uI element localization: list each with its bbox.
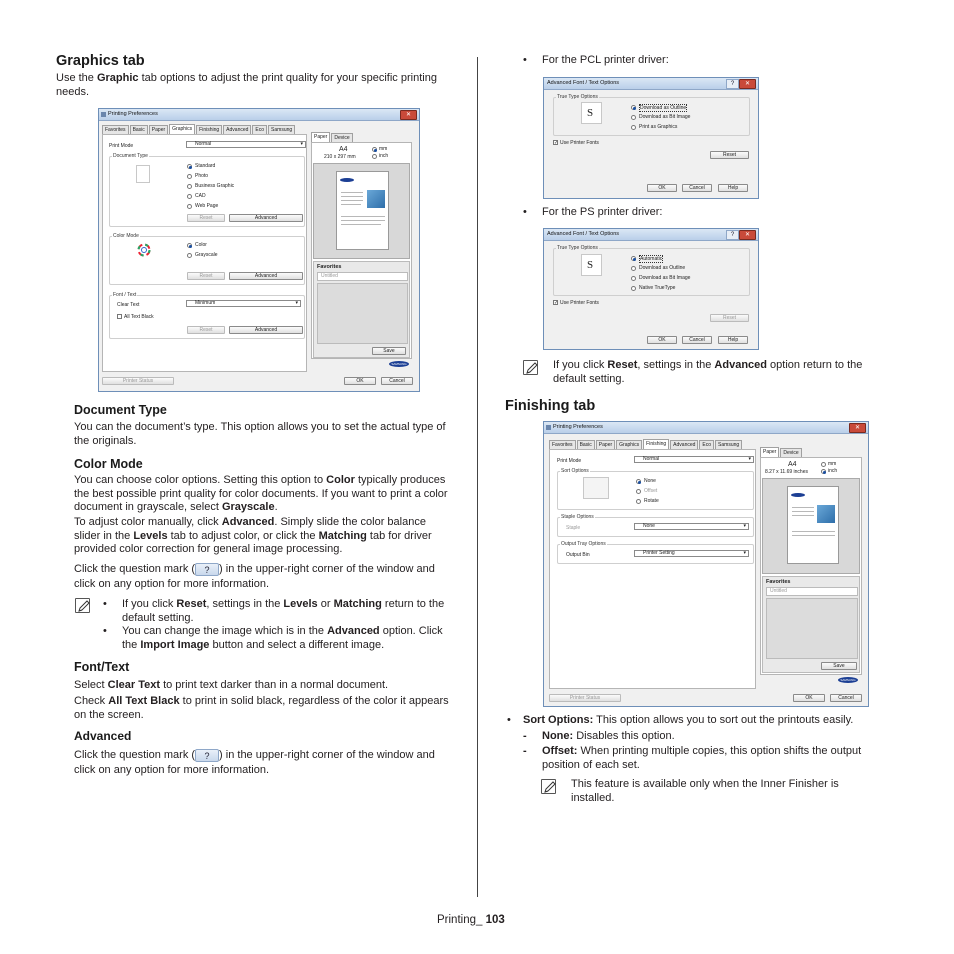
none-text: None: Disables this option. [542, 730, 675, 742]
radio-download-outline-label: Download as Outline [639, 265, 686, 271]
favorites-input[interactable]: Untitled [317, 272, 408, 281]
bullet-dot: • [523, 54, 527, 66]
color-mode-p2: To adjust color manually, click Advanced. Simply slide the color balance slider in the Levels tab to adjust color, or click the Matching tab for driver provided color correction for general image processing. [74, 516, 432, 555]
all-text-black-label: All Text Black [124, 314, 154, 320]
unit-mm-label: mm [828, 461, 837, 467]
offset-text: Offset: When printing multiple copies, this option shifts the output position of each set. [542, 745, 862, 771]
graphics-panel [102, 134, 307, 372]
use-printer-fonts-label: Use Printer Fonts [560, 140, 599, 146]
samsung-logo: SAMSUNG [389, 361, 409, 367]
print-mode-label: Print Mode [109, 143, 134, 149]
radio-business-graphic-label: Business Graphic [195, 183, 235, 189]
tab-samsung[interactable]: Samsung [715, 440, 742, 449]
printer-status-button[interactable]: Printer Status [549, 694, 621, 702]
color-advanced-button[interactable]: Advanced [229, 272, 303, 280]
radio-web-page-label: Web Page [195, 203, 219, 209]
tab-graphics[interactable]: Graphics [169, 124, 195, 135]
tab-paper-preview[interactable]: Paper [311, 132, 330, 143]
unit-inch-label: inch [379, 153, 389, 159]
tab-basic[interactable]: Basic [130, 125, 148, 134]
document-type-heading: Document Type [74, 403, 167, 417]
cancel-button[interactable]: Cancel [682, 336, 712, 344]
print-mode-label: Print Mode [557, 458, 582, 464]
radio-download-bitimage[interactable] [631, 115, 636, 120]
font-icon: S [581, 102, 602, 124]
radio-automatic[interactable] [631, 256, 636, 261]
note-advanced-text: You can change the image which is in the Advanced option. Click the Import Image button and select a different image. [122, 625, 443, 651]
unit-inch-label: inch [828, 468, 838, 474]
font-icon: S [581, 254, 602, 276]
advanced-paragraph: Click the question mark ( ? ) in the upper-right corner of the window and click on any option for more information. [74, 749, 435, 776]
radio-cad[interactable] [187, 194, 192, 199]
inner-finisher-note: This feature is available only when the Inner Finisher is installed. [571, 778, 839, 804]
radio-download-bitimage-label: Download as Bit Image [639, 275, 691, 281]
color-reset-button[interactable]: Reset [187, 272, 225, 280]
favorites-title: Favorites [317, 264, 342, 270]
tab-device-preview[interactable]: Device [780, 448, 801, 457]
unit-mm-radio[interactable] [372, 147, 377, 152]
dialog-title: Advanced Font / Text Options [547, 80, 620, 86]
cancel-button[interactable]: Cancel [682, 184, 712, 192]
close-icon[interactable]: ✕ [849, 423, 866, 433]
sort-options-text: Sort Options: This option allows you to sort out the printouts easily. [523, 714, 854, 726]
page-footer: Printing_ 103 [437, 914, 505, 926]
page-number: 103 [485, 914, 505, 926]
radio-sort-none-label: None [644, 478, 656, 484]
font-text-p1: Select Clear Text to print text darker than in a normal document. [74, 679, 389, 691]
preview-panel [760, 457, 862, 675]
preview-logo [791, 493, 805, 497]
printing-preferences-graphics-dialog [98, 108, 420, 392]
radio-sort-rotate[interactable] [636, 499, 641, 504]
radio-standard-label: Standard [195, 163, 216, 169]
sort-options-group-title: Sort Options [561, 468, 589, 474]
question-mark-icon: ? [195, 749, 219, 762]
tab-paper-preview[interactable]: Paper [760, 447, 779, 458]
radio-native-truetype[interactable] [631, 286, 636, 291]
help-button[interactable]: Help [718, 336, 748, 344]
dialog-title: Printing Preferences [108, 111, 158, 117]
document-icon [136, 165, 150, 183]
output-bin-label: Output Bin [566, 552, 590, 558]
radio-photo-label: Photo [195, 173, 209, 179]
column-divider [477, 57, 478, 897]
help-question-icon[interactable]: ? [726, 79, 739, 89]
radio-standard[interactable] [187, 164, 192, 169]
bullet-dot: • [103, 598, 107, 610]
ok-button[interactable]: OK [647, 184, 677, 192]
bullet-dot: • [103, 625, 107, 637]
radio-sort-none[interactable] [636, 479, 641, 484]
help-question-icon[interactable]: ? [726, 230, 739, 240]
radio-download-bitimage[interactable] [631, 276, 636, 281]
note-icon [523, 360, 538, 375]
reset-button[interactable]: Reset [710, 314, 749, 322]
dash: - [523, 745, 527, 757]
help-button[interactable]: Help [718, 184, 748, 192]
radio-cad-label: CAD [195, 193, 206, 199]
favorites-panel [762, 576, 860, 673]
clear-text-select[interactable]: Minimum ▾ [186, 300, 301, 307]
preview-tabs [760, 448, 803, 457]
page-preview-area [762, 478, 860, 574]
bullet-dot: • [507, 714, 511, 726]
close-icon[interactable]: ✕ [739, 79, 756, 89]
preview-page [787, 486, 839, 564]
radio-sort-offset[interactable] [636, 489, 641, 494]
paper-size: A4 [788, 461, 797, 468]
tab-paper[interactable]: Paper [596, 440, 615, 449]
question-mark-paragraph: Click the question mark ( ? ) in the upper-right corner of the window and click on any option for more information. [74, 563, 435, 590]
reset-button[interactable]: Reset [187, 214, 225, 222]
paper-dims: 210 x 297 mm [324, 154, 356, 160]
tab-eco[interactable]: Eco [699, 440, 714, 449]
ok-button[interactable]: OK [344, 377, 376, 385]
radio-print-graphics[interactable] [631, 125, 636, 130]
font-text-group-title: Font / Text [113, 292, 137, 298]
pcl-driver-text: For the PCL printer driver: [542, 54, 669, 66]
dialog-tabs [102, 125, 296, 134]
preview-logo [340, 178, 354, 182]
sort-stack-icon [583, 477, 609, 499]
tab-finishing[interactable]: Finishing [196, 125, 222, 134]
radio-business-graphic[interactable] [187, 184, 192, 189]
radio-sort-rotate-label: Rotate [644, 498, 659, 504]
dialog-title: Advanced Font / Text Options [547, 231, 620, 237]
favorites-input[interactable]: Untitled [766, 587, 858, 596]
question-mark-icon: ? [195, 563, 219, 576]
paper-dims: 8.27 x 11.69 inches [765, 469, 808, 475]
dialog-tabs [549, 440, 743, 449]
printer-status-button[interactable]: Printer Status [102, 377, 174, 385]
color-mode-p1: You can choose color options. Setting this option to Color typically produces the best possible print quality for color documents. If you want to print a color document in grayscale, select Grayscale. [74, 474, 448, 513]
ok-button[interactable]: OK [793, 694, 825, 702]
color-wheel-icon [137, 243, 151, 257]
page-preview-area [313, 163, 410, 259]
font-reset-button[interactable]: Reset [187, 326, 225, 334]
radio-automatic-label: Automatic [640, 256, 663, 262]
radio-sort-offset-label: Offset [644, 488, 658, 494]
cancel-button[interactable]: Cancel [830, 694, 862, 702]
radio-download-outline-label: Download as Outline [640, 105, 687, 111]
staple-options-group-title: Staple Options [561, 514, 594, 520]
all-text-black-checkbox[interactable] [117, 314, 122, 319]
radio-color-label: Color [195, 242, 207, 248]
use-printer-fonts-label: Use Printer Fonts [560, 300, 599, 306]
note-reset-text: If you click Reset, settings in the Levels or Matching return to the default setting. [122, 598, 445, 624]
font-advanced-button[interactable]: Advanced [229, 326, 303, 334]
radio-print-graphics-label: Print as Graphics [639, 124, 678, 130]
unit-inch-radio[interactable] [372, 154, 377, 159]
true-type-group-title: True Type Options [557, 245, 598, 251]
staple-label: Staple [566, 525, 581, 531]
finishing-tab-heading: Finishing tab [505, 398, 596, 414]
favorites-title: Favorites [766, 579, 791, 585]
save-button[interactable]: Save [372, 347, 406, 355]
tab-basic[interactable]: Basic [577, 440, 595, 449]
unit-inch-radio[interactable] [821, 469, 826, 474]
advanced-heading: Advanced [74, 729, 132, 743]
use-printer-fonts-checkbox[interactable]: ✓ [554, 300, 559, 306]
radio-native-truetype-label: Native TrueType [639, 285, 676, 291]
cancel-button[interactable]: Cancel [381, 377, 413, 385]
preview-page [336, 171, 389, 250]
reset-button[interactable]: Reset [710, 151, 749, 159]
output-tray-group-title: Output Tray Options [561, 541, 606, 547]
tab-eco[interactable]: Eco [252, 125, 267, 134]
tab-paper[interactable]: Paper [149, 125, 168, 134]
radio-download-outline[interactable] [631, 105, 636, 110]
close-icon[interactable]: ✕ [739, 230, 756, 240]
advanced-font-options-ps-dialog [543, 228, 759, 350]
ok-button[interactable]: OK [647, 336, 677, 344]
preview-tabs [311, 133, 354, 142]
tab-finishing[interactable]: Finishing [643, 439, 669, 450]
favorites-list[interactable] [766, 598, 858, 659]
printing-preferences-finishing-dialog [543, 421, 869, 707]
preview-image [367, 190, 385, 208]
bullet-dot: • [523, 206, 527, 218]
document-type-text: You can the document’s type. This option allows you to set the actual type of the originals. [74, 421, 446, 447]
color-mode-group-title: Color Mode [113, 233, 139, 239]
radio-grayscale-label: Grayscale [195, 252, 218, 258]
ps-driver-text: For the PS printer driver: [542, 206, 663, 218]
tab-favorites[interactable]: Favorites [102, 125, 129, 134]
clear-text-label: Clear Text [117, 302, 140, 308]
note-icon [541, 779, 556, 794]
favorites-panel [313, 261, 410, 358]
preview-image [817, 505, 835, 523]
note-icon [75, 598, 90, 613]
graphics-intro: Use the Graphic tab options to adjust the print quality for your specific printing needs. [56, 72, 437, 98]
graphics-tab-heading: Graphics tab [56, 53, 145, 69]
favorites-list[interactable] [317, 283, 408, 344]
print-mode-select[interactable]: Normal ▾ [634, 456, 754, 463]
unit-mm-label: mm [379, 146, 388, 152]
advanced-button[interactable]: Advanced [229, 214, 303, 222]
close-icon[interactable]: ✕ [400, 110, 417, 120]
print-mode-select[interactable]: Normal ▾ [186, 141, 306, 148]
radio-grayscale[interactable] [187, 253, 192, 258]
tab-advanced[interactable]: Advanced [223, 125, 251, 134]
font-text-p2: Check All Text Black to print in solid black, regardless of the color it appears on the screen. [74, 695, 449, 721]
radio-web-page[interactable] [187, 204, 192, 209]
font-text-heading: Font/Text [74, 660, 130, 674]
paper-size: A4 [339, 146, 348, 153]
radio-photo[interactable] [187, 174, 192, 179]
unit-mm-radio[interactable] [821, 462, 826, 467]
advanced-font-options-pcl-dialog [543, 77, 759, 199]
ps-reset-note: If you click Reset, settings in the Advanced option return to the default setting. [553, 359, 863, 385]
document-type-group-title: Document Type [113, 153, 148, 159]
radio-download-outline[interactable] [631, 266, 636, 271]
dash: - [523, 730, 527, 742]
radio-color[interactable] [187, 243, 192, 248]
output-bin-select[interactable]: Printer Setting ▾ [634, 550, 749, 557]
finishing-panel [549, 449, 756, 689]
true-type-group-title: True Type Options [557, 94, 598, 100]
tab-samsung[interactable]: Samsung [268, 125, 295, 134]
save-button[interactable]: Save [821, 662, 857, 670]
dialog-title: Printing Preferences [553, 424, 603, 430]
color-mode-heading: Color Mode [74, 457, 143, 471]
tab-favorites[interactable]: Favorites [549, 440, 576, 449]
use-printer-fonts-checkbox[interactable]: ✓ [554, 140, 559, 146]
tab-advanced[interactable]: Advanced [670, 440, 698, 449]
tab-graphics[interactable]: Graphics [616, 440, 642, 449]
radio-download-bitimage-label: Download as Bit Image [639, 114, 691, 120]
samsung-logo: SAMSUNG [838, 677, 858, 683]
tab-device-preview[interactable]: Device [331, 133, 352, 142]
preview-panel [311, 142, 412, 359]
staple-select[interactable]: None ▾ [634, 523, 749, 530]
